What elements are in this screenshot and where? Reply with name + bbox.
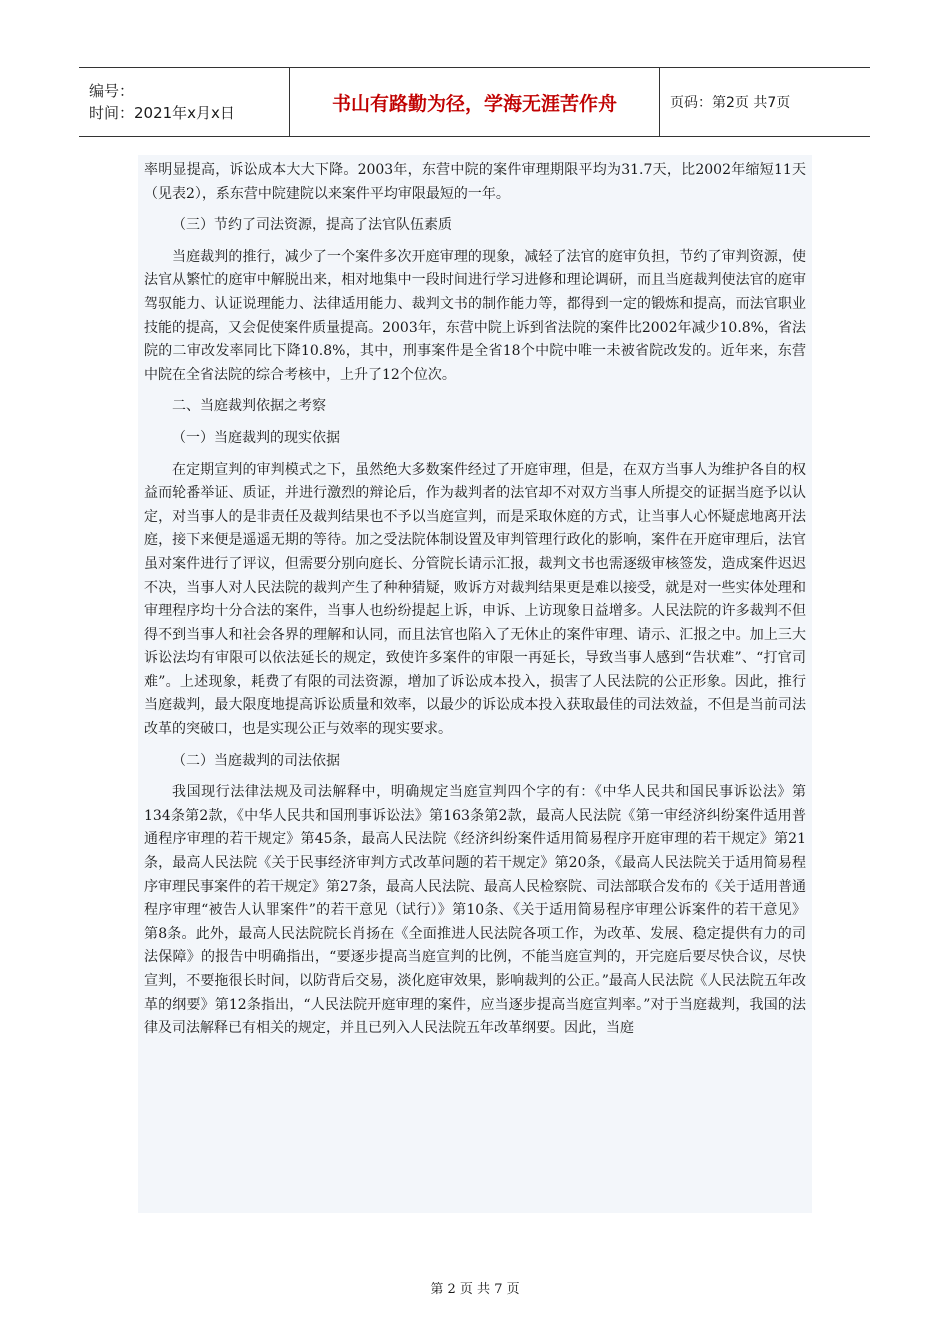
body-paragraph: 当庭裁判的推行，减少了一个案件多次开庭审理的现象，减轻了法官的庭审负担，节约了审判资源，使法官从繁忙的庭审中解脱出来，相对地集中一段时间进行学习进修和理论调研，而且当庭裁判使法官的庭审驾驭能力、认证说理能力、法律适用能力、裁判文书的制作能力等，都得到一定的锻炼和提高，而法官职业技能的提高，又会促使案件质量提高。2003年，东营中院上诉到省法院的案件比2002年减少10.8%，省法院的二审改发率同比下降10.8%，其中，刑事案件是全省18个中院中唯一未被省院改发的。近年来，东营中院在全省法院的综合考核中，上升了12个位次。 — [144, 248, 806, 383]
header-motto: 书山有路勤为径，学海无涯苦作舟 — [290, 68, 660, 136]
body-paragraph: 我国现行法律法规及司法解释中，明确规定当庭宣判四个字的有：《中华人民共和国民事诉讼法》第134条第2款，《中华人民共和国刑事诉讼法》第163条第2款，最高人民法院《第一审经济纠纷案件适用普通程序审理的若干规定》第45条，最高人民法院《经济纠纷案件适用简易程序开庭审理的若干规定》第21条，最高人民法院《关于民事经济审判方式改革问题的若干规定》第20条，《最高人民法院关于适用简易程序审理民事案件的若干规定》第27条，最高人民法院、最高人民检察院、司法部联合发布的《关于适用普通程序审理“被告人认罪案件”的若干意见（试行）》第10条、《关于适用简易程序审理公诉案件的若干意见》第8条。此外，最高人民法院院长肖扬在《全面推进人民法院各项工作，为改革、发展、稳定提供有力的司法保障》的报告中明确指出，“要逐步提高当庭宣判的比例，不能当庭宣判的，开完庭后要尽快合议，尽快宣判，不要拖很长时间，以防背后交易，淡化庭审效果，影响裁判的公正。”最高人民法院《人民法院五年改革的纲要》第12条指出，“人民法院开庭审理的案件，应当逐步提高当庭宣判率。”对于当庭裁判，我国的法律及司法解释已有相关的规定，并且已列入人民法院五年改革纲要。因此，当庭 — [144, 784, 806, 1037]
document-date-label: 时间：2021年x月x日 — [89, 104, 235, 122]
body-paragraph: 率明显提高，诉讼成本大大下降。2003年，东营中院的案件审理期限平均为31.7天，比2002年缩短11天（见表2），系东营中院建院以来案件平均审限最短的一年。 — [144, 162, 806, 202]
body-paragraph: 在定期宣判的审判模式之下，虽然绝大多数案件经过了开庭审理，但是，在双方当事人为维护各自的权益而轮番举证、质证，并进行激烈的辩论后，作为裁判者的法官却不对双方当事人所提交的证据当庭予以认定，对当事人的是非责任及裁判结果也不予以当庭宣判，而是采取休庭的方式，让当事人心怀疑虑地离开法庭，接下来便是遥遥无期的等待。加之受法院体制设置及审判管理行政化的影响，案件在开庭审理后，法官虽对案件进行了评议，但需要分别向庭长、分管院长请示汇报，裁判文书也需逐级审核签发，造成案件迟迟不决，当事人对人民法院的裁判产生了种种猜疑，败诉方对裁判结果更是难以接受，就是对一些实体处理和审理程序均十分合法的案件，当事人也纷纷提起上诉，申诉、上访现象日益增多。人民法院的许多裁判不但得不到当事人和社会各界的理解和认同，而且法官也陷入了无休止的案件审理、请示、汇报之中。加上三大诉讼法均有审限可以依法延长的规定，致使许多案件的审限一再延长，导致当事人感到“告状难”、“打官司难”。上述现象，耗费了有限的司法资源，增加了诉讼成本投入，损害了人民法院的公正形象。因此，推行当庭裁判，最大限度地提高诉讼质量和效率，以最少的诉讼成本投入获取最佳的司法效益，不但是当前司法改革的突破口，也是实现公正与效率的现实要求。 — [144, 461, 806, 738]
section-heading: （一）当庭裁判的现实依据 — [172, 429, 340, 446]
section-heading: （三）节约了司法资源，提高了法官队伍素质 — [172, 217, 452, 234]
header-page-info: 页码：第2页 共7页 — [670, 95, 791, 111]
section-heading: 二、当庭裁判依据之考察 — [172, 398, 326, 415]
page-footer: 第 2 页 共 7 页 — [430, 1282, 520, 1297]
page-header — [79, 67, 870, 137]
document-body — [144, 159, 806, 1041]
section-heading: （二）当庭裁判的司法依据 — [172, 752, 340, 769]
document-number-label: 编号： — [89, 82, 135, 100]
header-meta — [79, 68, 290, 136]
